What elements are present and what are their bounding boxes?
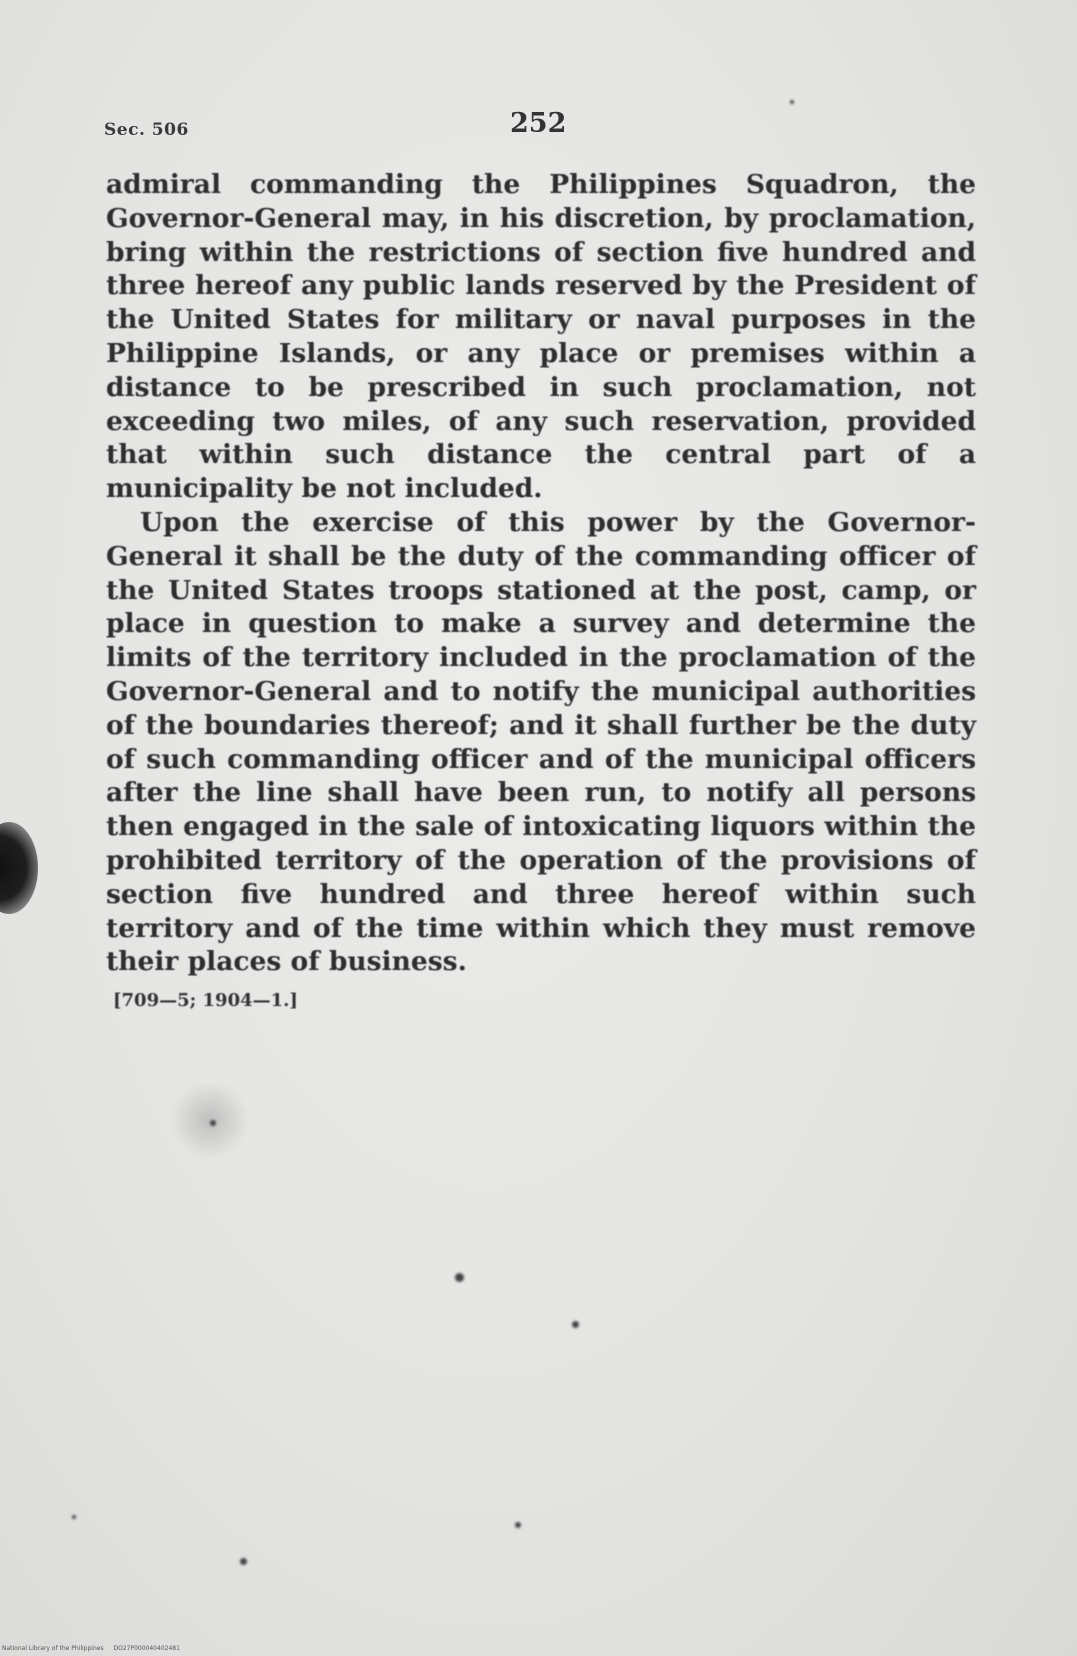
binding-shadow xyxy=(0,822,38,914)
legislative-citation: [709—5; 1904—1.] xyxy=(113,990,298,1011)
paragraph: admiral commanding the Philippines Squadron, the Governor-General may, in his discretion, by proclamation, bring within the restrictions of section five hundred and three hereof any public lands reserved by the President of the United States for military or naval purposes in the Philippine Islands, or any place or premises within a distance to be prescribed in such proclamation, not exceeding two miles, of any such reservation, provided that within such distance the central part of a municipality be not included. xyxy=(106,169,976,505)
speck xyxy=(455,1273,464,1282)
scan-footer xyxy=(2,1645,188,1652)
statute-text xyxy=(106,168,976,979)
page-header xyxy=(100,108,980,148)
speck xyxy=(240,1558,247,1565)
speck xyxy=(790,100,794,104)
speck xyxy=(72,1515,76,1519)
paragraph: Upon the exercise of this power by the Governor-General it shall be the duty of the commanding officer of the United States troops stationed at the post, camp, or place in question to make a survey and determine the limits of the territory included in the proclamation of the Governor-General and to notify the municipal authorities of the boundaries thereof; and it shall further be the duty of such commanding officer and of the municipal officers after the line shall have been run, to notify all persons then engaged in the sale of intoxicating liquors within the prohibited territory of the operation of the provisions of section five hundred and three hereof within such territory and of the time within which they must remove their places of business. xyxy=(106,506,976,978)
speck xyxy=(572,1321,579,1328)
speck xyxy=(515,1522,521,1528)
speck xyxy=(210,1120,216,1126)
section-reference: Sec. 506 xyxy=(104,120,189,140)
scan-id: DO27P000040402481 xyxy=(113,1645,180,1652)
library-name: National Library of the Philippines xyxy=(2,1645,104,1652)
page-number: 252 xyxy=(510,108,567,139)
